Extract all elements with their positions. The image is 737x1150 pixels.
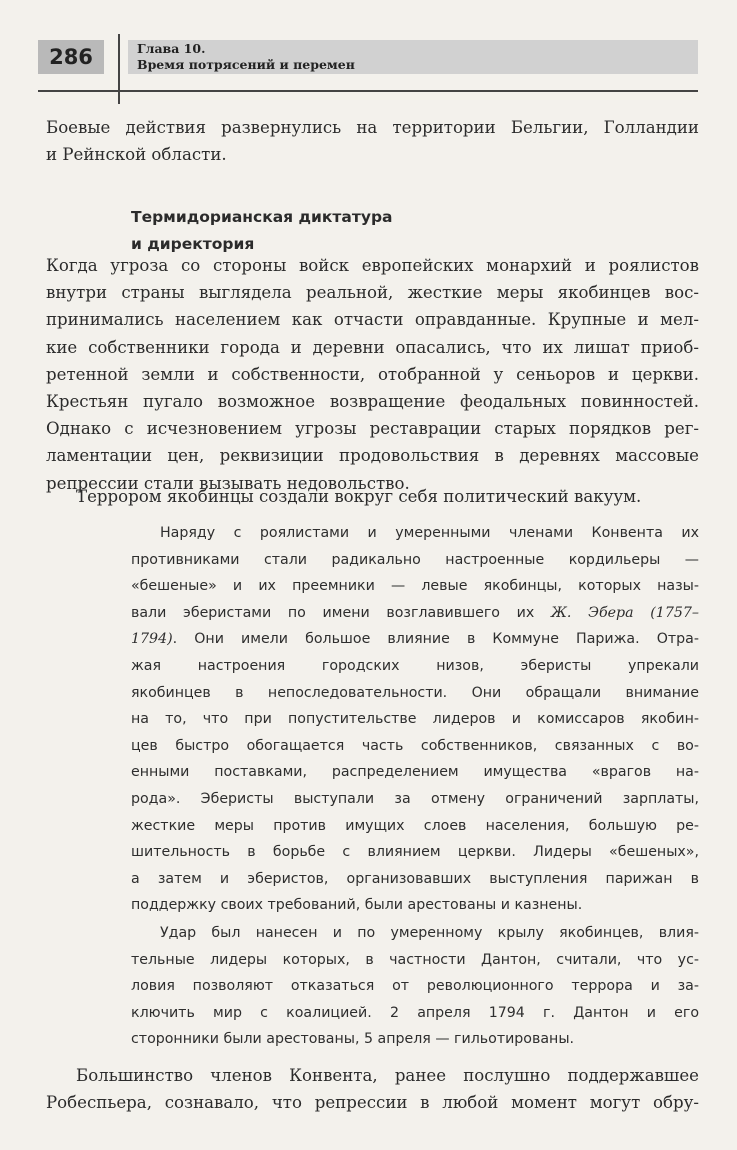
section-heading-line: Термидорианская диктатура bbox=[131, 208, 393, 226]
text-line: Большинство членов Конвента, ранее послушно поддержавшее bbox=[76, 1066, 699, 1085]
text-fragment: вали эберистами по имени возглавившего их bbox=[131, 604, 551, 621]
text-line: шительность в борьбе с влиянием церкви. Лидеры «бешеных», bbox=[131, 844, 699, 861]
text-line: Крестьян пугало возможное возвращение феодальных повинностей. bbox=[46, 392, 699, 412]
person-name: Ж. Эбера (1757– bbox=[550, 604, 700, 621]
person-dates: 1794) bbox=[131, 631, 173, 648]
text-line: репрессии стали вызывать недовольство. bbox=[46, 473, 410, 493]
text-line bbox=[131, 626, 699, 653]
text-line: Робеспьера, сознавало, что репрессии в любой момент могут обру- bbox=[46, 1093, 699, 1113]
text-line: якобинцев в непоследовательности. Они обращали внимание bbox=[131, 684, 699, 701]
text-line: рода». Эберисты выступали за отмену ограничений зарплаты, bbox=[131, 790, 699, 807]
section-heading bbox=[131, 204, 393, 258]
text-line: на то, что при попустительстве лидеров и комиссаров якобин- bbox=[131, 711, 699, 728]
inset-block-2 bbox=[131, 920, 699, 1053]
text-line: сторонники были арестованы, 5 апреля — гильотированы. bbox=[131, 1031, 575, 1048]
header-rule bbox=[38, 90, 698, 92]
text-fragment: . Они имели большое влияние в Коммуне Парижа. Отра- bbox=[172, 631, 699, 648]
section-heading-line: и директория bbox=[131, 235, 255, 253]
text-line: поддержку своих требований, были арестованы и казнены. bbox=[131, 897, 583, 914]
text-line bbox=[131, 600, 699, 627]
text-line: Однако с исчезновением угрозы реставрации старых порядков рег- bbox=[46, 419, 699, 439]
page-number: 286 bbox=[38, 40, 104, 74]
text-line: принимались населением как отчасти оправданные. Крупные и мел- bbox=[46, 310, 699, 330]
text-line: «бешеные» и их преемники — левые якобинцы, которых назы- bbox=[131, 578, 699, 595]
text-line: Террором якобинцы создали вокруг себя политический вакуум. bbox=[76, 487, 642, 506]
text-line: Боевые действия развернулись на территории Бельгии, Голландии bbox=[46, 118, 699, 137]
paragraph-2 bbox=[46, 483, 699, 510]
header-vertical-rule bbox=[118, 34, 120, 104]
text-line: тельные лидеры которых, в частности Дантон, считали, что ус- bbox=[131, 951, 699, 968]
text-line: жая настроения городских низов, эберисты упрекали bbox=[131, 657, 699, 674]
chapter-title: Время потрясений и перемен bbox=[137, 57, 355, 72]
text-line: ловия позволяют отказаться от революционного террора и за- bbox=[131, 978, 699, 995]
text-line: ламентации цен, реквизиции продовольствия в деревнях массовые bbox=[46, 446, 699, 466]
intro-paragraph bbox=[46, 114, 699, 168]
text-line: енными поставками, распределением имущества «врагов на- bbox=[131, 764, 699, 781]
text-line: ключить мир с коалицией. 2 апреля 1794 г. Дантон и его bbox=[131, 1004, 699, 1021]
text-line: внутри страны выглядела реальной, жесткие меры якобинцев вос- bbox=[46, 283, 699, 303]
running-header bbox=[128, 40, 698, 74]
chapter-label: Глава 10. bbox=[137, 41, 206, 56]
paragraph-3 bbox=[46, 1062, 699, 1116]
text-line: Наряду с роялистами и умеренными членами Конвента их bbox=[160, 525, 699, 541]
text-line: Когда угроза со стороны войск европейских монархий и роялистов bbox=[46, 256, 699, 275]
text-line: ретенной земли и собственности, отобранной у сеньоров и церкви. bbox=[46, 364, 699, 384]
text-line: цев быстро обогащается часть собственников, связанных с во- bbox=[131, 737, 699, 754]
paragraph-1 bbox=[46, 252, 699, 497]
inset-block-1 bbox=[131, 520, 699, 919]
text-line: а затем и эберистов, организовавших выступления парижан в bbox=[131, 870, 699, 887]
text-line: противниками стали радикально настроенные кордильеры — bbox=[131, 551, 699, 568]
text-line: кие собственники города и деревни опасались, что их лишат приоб- bbox=[46, 337, 699, 357]
text-line: и Рейнской области. bbox=[46, 145, 227, 165]
text-line: Удар был нанесен и по умеренному крылу якобинцев, влия- bbox=[160, 925, 699, 941]
text-line: жесткие меры против имущих слоев населения, большую ре- bbox=[131, 817, 699, 834]
